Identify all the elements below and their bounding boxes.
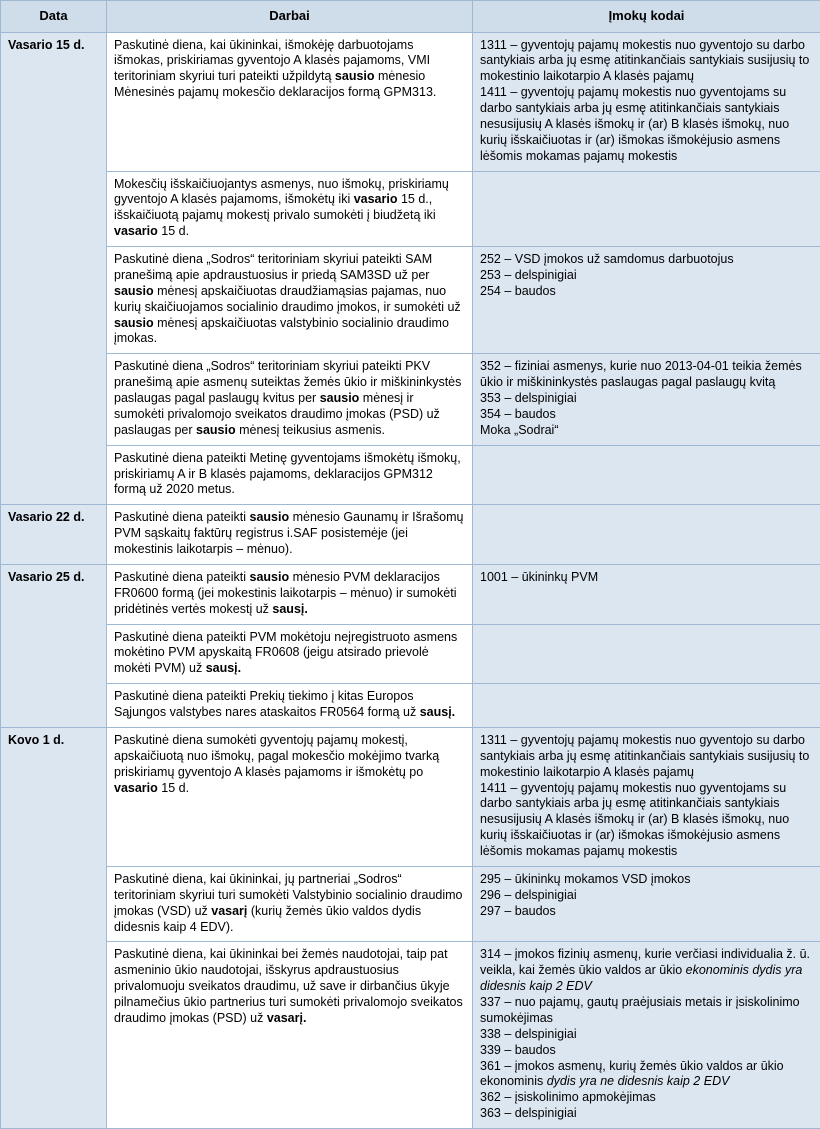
payment-codes-cell: 314 – įmokos fizinių asmenų, kurie verčiasi individualia ž. ū. veikla, kai žemės ūkio valdos ar ūkio ekonominis dydis yra didesnis kaip 2 EDV 337 – nuo pajamų, gautų praėjusiais metais ir įsiskolinimo sumokėjimas 338 – delspinigiai 339 – baudos 361 – įmokos asmenų, kurių žemės ūkio valdos ar ūkio ekonominis dydis yra ne didesnis kaip 2 EDV 362 – įsiskolinimo apmokėjimas 363 – delspinigiai [473, 942, 820, 1129]
payment-codes-cell [473, 624, 820, 684]
table-row [1, 727, 820, 866]
payment-codes-cell [473, 445, 820, 505]
date-cell: Vasario 25 d. [1, 564, 107, 727]
date-cell: Vasario 22 d. [1, 505, 107, 565]
table-row [1, 942, 820, 1129]
payment-codes-cell: 252 – VSD įmokos už samdomus darbuotojus 253 – delspinigiai 254 – baudos [473, 247, 820, 354]
column-header-codes: Įmokų kodai [473, 1, 820, 33]
work-description-cell: Paskutinė diena pateikti PVM mokėtoju neįregistruoto asmens mokėtino PVM apyskaitą FR0608 (jeigu atsirado prievolė mokėti PVM) už sausį. [107, 624, 473, 684]
work-description-cell: Paskutinė diena, kai ūkininkai, išmokėję darbuotojams išmokas, priskiriamas gyventojo A klasės pajamoms, VMI teritoriniam skyriui turi pateikti užpildytą sausio mėnesio Mėnesinės pajamų mokesčio deklaracijos formą GPM313. [107, 32, 473, 171]
column-header-date: Data [1, 1, 107, 33]
work-description-cell: Paskutinė diena „Sodros“ teritoriniam skyriui pateikti PKV pranešimą apie asmenų suteiktas žemės ūkio ir miškininkystės paslaugas pagal paslaugų kvitus per sausio mėnesį ir sumokėti privalomojo sveikatos draudimo įmokas (PSD) už paslaugas per sausio mėnesį teikusius asmenis. [107, 354, 473, 445]
payment-codes-cell [473, 505, 820, 565]
table-row [1, 247, 820, 354]
table-header-row [1, 1, 820, 33]
date-cell: Vasario 15 d. [1, 32, 107, 505]
work-description-cell: Paskutinė diena sumokėti gyventojų pajamų mokestį, apskaičiuotą nuo išmokų, pagal mokesčio mokėjimo tvarką priskiriamų gyventojo A klasės pajamoms ir išmokėtų po vasario 15 d. [107, 727, 473, 866]
work-description-cell: Paskutinė diena, kai ūkininkai, jų partneriai „Sodros“ teritoriniam skyriui turi sumokėti Valstybinio socialinio draudimo įmokas (VSD) už vasarį (kurių žemės ūkio valdos dydis didesnis kaip 4 EDV). [107, 866, 473, 942]
work-description-cell: Mokesčių išskaičiuojantys asmenys, nuo išmokų, priskiriamų gyventojo A klasės pajamoms, išmokėtų iki vasario 15 d., išskaičiuotą pajamų mokestį privalo sumokėti į biudžetą iki vasario 15 d. [107, 171, 473, 247]
payment-codes-cell: 1001 – ūkininkų PVM [473, 564, 820, 624]
payment-codes-cell: 352 – fiziniai asmenys, kurie nuo 2013-04-01 teikia žemės ūkio ir miškininkystės paslaugas pagal paslaugų kvitą 353 – delspinigiai 354 – baudos Moka „Sodrai“ [473, 354, 820, 445]
work-description-cell: Paskutinė diena „Sodros“ teritoriniam skyriui pateikti SAM pranešimą apie apdraustuosius ir priedą SAM3SD už per sausio mėnesį apskaičiuotas draudžiamąsias pajamas, nuo kurių skaičiuojamos socialinio draudimo įmokos, ir sumokėti už sausio mėnesį apskaičiuotas valstybinio socialinio draudimo įmokas. [107, 247, 473, 354]
payment-codes-cell [473, 684, 820, 728]
table-body [1, 32, 820, 1129]
table-row [1, 171, 820, 247]
work-description-cell: Paskutinė diena pateikti Prekių tiekimo į kitas Europos Sąjungos valstybes nares ataskaitos FR0564 formą už sausį. [107, 684, 473, 728]
table-row [1, 624, 820, 684]
table-row [1, 684, 820, 728]
table-row [1, 505, 820, 565]
date-cell: Kovo 1 d. [1, 727, 107, 1128]
work-description-cell: Paskutinė diena pateikti Metinę gyventojams išmokėtų išmokų, priskiriamų A ir B klasės pajamoms, deklaracijos GPM312 formą už 2020 metus. [107, 445, 473, 505]
payment-codes-cell: 295 – ūkininkų mokamos VSD įmokos 296 – delspinigiai 297 – baudos [473, 866, 820, 942]
table-header [1, 1, 820, 33]
work-description-cell: Paskutinė diena pateikti sausio mėnesio Gaunamų ir Išrašomų PVM sąskaitų faktūrų registrus i.SAF posistemėje (jei mokestinis laikotarpis – mėnuo). [107, 505, 473, 565]
table-row [1, 32, 820, 171]
table-row [1, 564, 820, 624]
table-row [1, 354, 820, 445]
table-row [1, 445, 820, 505]
work-description-cell: Paskutinė diena, kai ūkininkai bei žemės naudotojai, taip pat asmeninio ūkio naudotojai, išskyrus apdraustuosius privalomuoju sveikatos draudimu, už save ir dirbančius ūkyje pilnamečius ūkio partnerius turi sumokėti privalomojo sveikatos draudimo įmokas (PSD) už vasarį. [107, 942, 473, 1129]
payment-codes-cell: 1311 – gyventojų pajamų mokestis nuo gyventojo su darbo santykiais arba jų esmę atitinkančiais santykiais susijusių to mokestinio laikotarpio A klasės pajamų 1411 – gyventojų pajamų mokestis nuo gyventojams su darbo santykiais arba jų esmę atitinkančiais santykiais nesusijusių A klasės išmokų ir (ar) B klasės išmokų, nuo kurių išskaičiuotas ir (ar) išmokas išmokėjusio asmens lėšomis mokamas pajamų mokestis [473, 727, 820, 866]
work-description-cell: Paskutinė diena pateikti sausio mėnesio PVM deklaracijos FR0600 formą (jei mokestinis laikotarpis – mėnuo) ir sumokėti pridėtinės vertės mokestį už sausį. [107, 564, 473, 624]
payment-codes-cell [473, 171, 820, 247]
table-row [1, 866, 820, 942]
column-header-work: Darbai [107, 1, 473, 33]
payment-codes-cell: 1311 – gyventojų pajamų mokestis nuo gyventojo su darbo santykiais arba jų esmę atitinkančiais santykiais susijusių to mokestinio laikotarpio A klasės pajamų 1411 – gyventojų pajamų mokestis nuo gyventojams su darbo santykiais arba jų esmę atitinkančiais santykiais nesusijusių A klasės išmokų ir (ar) B klasės išmokų, nuo kurių išskaičiuotas ir (ar) išmokas išmokėjusio asmens lėšomis mokamas pajamų mokestis [473, 32, 820, 171]
